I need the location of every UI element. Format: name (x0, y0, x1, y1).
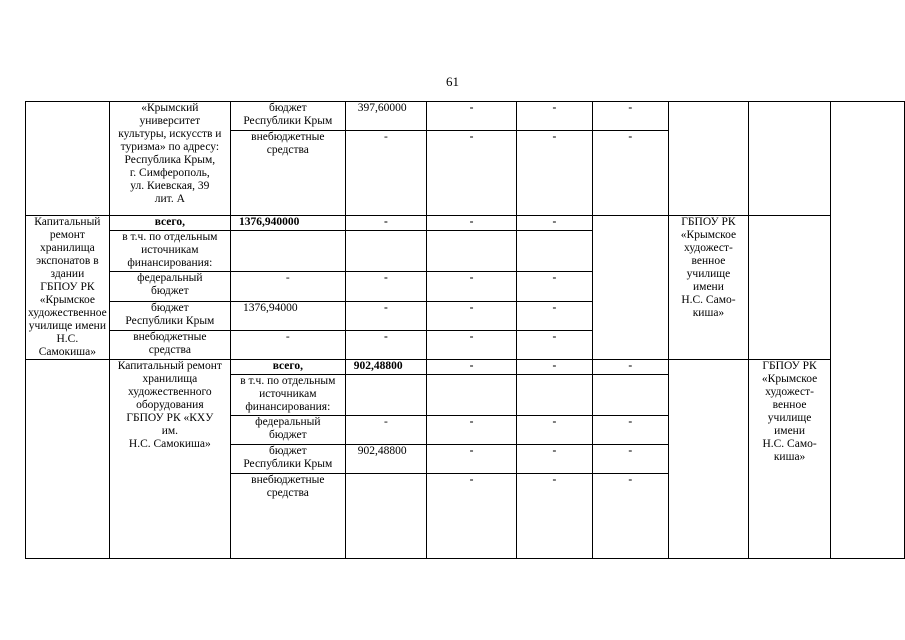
year3-cell: - (592, 131, 668, 216)
year2-cell: - (516, 360, 592, 375)
total-cell: 1376,94000 (230, 301, 345, 330)
object-cell: «Крымский университет культуры, искусств и туризма» по адресу: Республика Крым, г. Симферополь, ул. Киевская, 39 лит. А (109, 102, 230, 216)
year3-cell: - (592, 102, 668, 131)
source-cell: внебюджетные средства (230, 131, 345, 216)
table-row (26, 301, 905, 330)
source-cell: внебюджетные средства (109, 330, 230, 359)
year2-cell: - (427, 272, 517, 301)
year1-cell (345, 231, 426, 272)
total-cell: - (345, 131, 426, 216)
table-row (26, 216, 905, 231)
year3-cell: - (592, 445, 668, 474)
source-cell: всего, (230, 360, 345, 375)
year2-cell: - (427, 216, 517, 231)
source-cell: бюджет Республики Крым (230, 445, 345, 474)
year3-cell: - (592, 360, 668, 375)
year3-cell: - (516, 272, 592, 301)
year2-cell: - (516, 474, 592, 559)
empty-cell (592, 216, 668, 360)
total-cell (230, 231, 345, 272)
total-cell: 397,60000 (345, 102, 426, 131)
table-row (26, 231, 905, 272)
source-cell: внебюджетные средства (230, 474, 345, 559)
year3-cell: - (592, 416, 668, 445)
year2-cell: - (516, 416, 592, 445)
source-cell: федеральный бюджет (109, 272, 230, 301)
year3-cell: - (592, 474, 668, 559)
year2-cell: - (516, 131, 592, 216)
year2-cell: - (516, 445, 592, 474)
total-cell (345, 375, 426, 416)
table-row (26, 360, 905, 375)
total-cell: - (230, 272, 345, 301)
year2-cell: - (427, 301, 517, 330)
year1-cell (427, 375, 517, 416)
year3-cell: - (516, 301, 592, 330)
year1-cell: - (345, 330, 426, 359)
year1-cell: - (427, 102, 517, 131)
source-cell: всего, (109, 216, 230, 231)
number-cell (26, 102, 110, 216)
year1-cell: - (427, 416, 517, 445)
total-cell: - (230, 330, 345, 359)
year1-cell: - (345, 272, 426, 301)
financing-table (25, 101, 905, 559)
table-row (26, 330, 905, 359)
year1-cell: - (427, 445, 517, 474)
source-cell: бюджет Республики Крым (230, 102, 345, 131)
total-cell (345, 474, 426, 559)
year1-cell: - (427, 360, 517, 375)
year3-cell (516, 231, 592, 272)
year1-cell: - (427, 131, 517, 216)
table-row (26, 272, 905, 301)
year2-cell: - (516, 102, 592, 131)
empty-cell (668, 102, 748, 216)
year1-cell: - (345, 216, 426, 231)
total-cell: - (345, 416, 426, 445)
total-cell: 1376,940000 (230, 216, 345, 231)
source-cell: в т.ч. по отдельным источникам финансирования: (230, 375, 345, 416)
object-cell: Капитальный ремонт хранилища художественного оборудования ГБПОУ РК «КХУ им. Н.С. Самокиша» (109, 360, 230, 559)
source-cell: федеральный бюджет (230, 416, 345, 445)
year1-cell: - (345, 301, 426, 330)
executor-cell: ГБПОУ РК «Крымское художест- венное училище имени Н.С. Само- киша» (749, 360, 831, 559)
year3-cell: - (516, 330, 592, 359)
year1-cell: - (427, 474, 517, 559)
source-cell: бюджет Республики Крым (109, 301, 230, 330)
page-number: 61 (446, 74, 459, 89)
executor-cell: ГБПОУ РК «Крымское художест- венное училище имени Н.С. Само- киша» (668, 216, 748, 360)
year3-cell: - (516, 216, 592, 231)
total-cell: 902,48800 (345, 445, 426, 474)
total-cell: 902,48800 (345, 360, 426, 375)
year3-cell (592, 375, 668, 416)
object-cell: Капитальный ремонт хранилища экспонатов в здании ГБПОУ РК «Крымское художественное училище имени Н.С. Самокиша» (26, 216, 110, 360)
table-row (26, 102, 905, 131)
year2-cell (516, 375, 592, 416)
year2-cell (427, 231, 517, 272)
source-cell: в т.ч. по отдельным источникам финансирования: (109, 231, 230, 272)
result-cell (831, 102, 905, 559)
year2-cell: - (427, 330, 517, 359)
empty-cell (668, 360, 748, 559)
number-cell (26, 360, 110, 559)
executor-cell (749, 102, 831, 216)
